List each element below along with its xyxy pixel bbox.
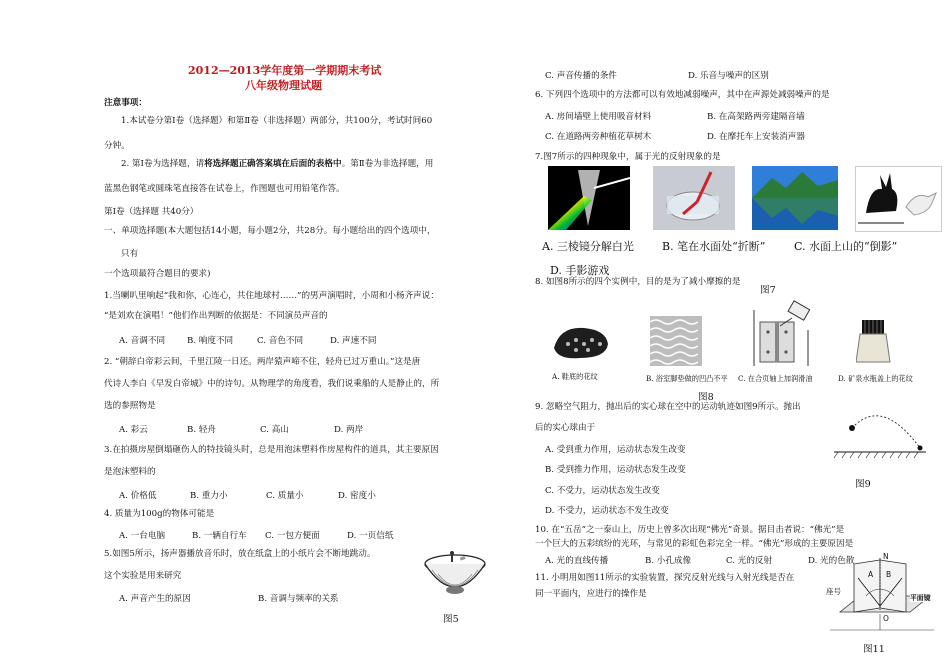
- fig11-label-mirror: 平面镜: [910, 594, 931, 602]
- question-4: 4. 质量为100g的物体可能是: [104, 509, 215, 519]
- question-10-cont: 一个巨大的五彩缤纷的光环，与常见的彩虹色彩完全一样。“佛光”形成的主要原因是: [535, 539, 854, 549]
- q5-option-b: B. 音调与频率的关系: [258, 594, 339, 604]
- question-11: 11. 小明用如图11所示的实验装置，探究反射光线与入射光线是否在: [535, 573, 795, 583]
- question-9: 9. 忽略空气阻力，抛出后的实心球在空中的运动轨迹如图9所示。抛出: [535, 402, 801, 412]
- question-1-cont: “是刘欢在演唱！”他们作出判断的依据是：不同演员声音的: [104, 311, 328, 321]
- notice-2-pre: 2. 第Ⅰ卷为选择题，请: [121, 159, 205, 169]
- section-1-instructions: 一、单项选择题(本大题包括14小题，每小题2分，共28分。每小题给出的四个选项中，: [104, 226, 436, 236]
- question-3: 3.在拍摄房屋倒塌砸伤人的特技镜头时，总是用泡沫塑料作房屋构件的道具，其主要原因: [104, 445, 439, 455]
- figure-7-caption: 图7: [760, 285, 776, 296]
- notice-2: [121, 158, 433, 170]
- section-1-instructions-cont: 只有: [121, 249, 139, 259]
- notice-heading: 注意事项：: [104, 98, 147, 108]
- q4-option-c: C. 一包方便面: [265, 531, 320, 541]
- q6-option-a: A. 房间墙壁上使用吸音材料: [545, 112, 652, 122]
- q5-option-a: A. 声音产生的原因: [119, 594, 191, 604]
- question-6: 6. 下列四个选项中的方法都可以有效地减弱噪声，其中在声源处减弱噪声的是: [535, 90, 830, 100]
- figure-5-caption: 图5: [443, 614, 459, 625]
- figure-11-apparatus: [826, 552, 938, 638]
- notice-1: 1.本试卷分第Ⅰ卷（选择题）和第Ⅱ卷（非选择题）两部分，共100分，考试时间60: [121, 116, 433, 126]
- q5-option-d: D. 乐音与噪声的区别: [688, 71, 769, 81]
- question-7: 7.图7所示的四种现象中，属于光的反射现象的是: [535, 152, 721, 162]
- notice-2-bold: 将选择题正确答案填在后面的表格中: [204, 159, 342, 169]
- figure-8-caption: 图8: [698, 392, 714, 403]
- figure-5-speaker: [420, 550, 490, 608]
- q6-option-b: B. 在高架路两旁建隔音墙: [707, 112, 805, 122]
- notice-2-post: 。第Ⅱ卷为非选择题，用: [341, 159, 434, 169]
- fig11-label-o: O: [883, 614, 889, 623]
- q2-option-b: B. 轻舟: [187, 425, 216, 435]
- q1-option-c: C. 音色不同: [257, 336, 304, 346]
- question-10: 10. 在“五岳”之一泰山上，历史上曾多次出现“佛光”奇景。据目击者说：“佛光”是: [535, 525, 845, 535]
- fig11-label-a: A: [868, 570, 874, 579]
- figure-7d-hand-shadow: [855, 166, 942, 232]
- q10-option-b: B. 小孔成像: [645, 556, 692, 566]
- q2-option-a: A. 彩云: [119, 425, 148, 435]
- q1-option-d: D. 声速不同: [330, 336, 377, 346]
- question-5: 5.如图5所示，扬声器播放音乐时，放在纸盒上的小纸片会不断地跳动。: [104, 549, 376, 559]
- question-8: 8. 如图8所示的四个实例中，目的是为了减小摩擦的是: [535, 277, 741, 287]
- q7-option-d: D. 手影游戏: [550, 264, 610, 277]
- q1-option-a: A. 音调不同: [119, 336, 166, 346]
- q9-option-b: B. 受到推力作用，运动状态发生改变: [545, 465, 686, 475]
- figure-7a-prism: [548, 166, 630, 230]
- q7-option-b: B. 笔在水面处“折断”: [662, 240, 766, 253]
- exam-title: 2012—2013学年度第一学期期末考试: [188, 64, 382, 77]
- q6-option-c: C. 在道路两旁种植花草树木: [545, 132, 652, 142]
- part-1-heading: 第Ⅰ卷（选择题 共40分）: [104, 207, 199, 217]
- q8-option-c: C. 在合页轴上加润滑油: [738, 374, 813, 383]
- question-5-cont: 这个实验是用来研究: [104, 571, 182, 581]
- q1-option-b: B. 响度不同: [187, 336, 234, 346]
- q10-option-c: C. 光的反射: [726, 556, 773, 566]
- q7-option-c: C. 水面上山的“倒影”: [794, 240, 898, 253]
- q8-option-b: B. 浴室脚垫做的凹凸不平: [646, 374, 728, 383]
- q8-option-a: A. 鞋底的花纹: [552, 372, 598, 381]
- question-2-end: 选的参照物是: [104, 401, 156, 411]
- figure-9-trajectory: [830, 400, 926, 464]
- question-3-cont: 是泡沫塑料的: [104, 467, 156, 477]
- fig11-label-b: B: [886, 570, 892, 579]
- q10-option-d: D. 光的色散: [808, 556, 855, 566]
- q3-option-c: C. 质量小: [266, 491, 304, 501]
- q5-option-c: C. 声音传播的条件: [545, 71, 617, 81]
- q6-option-d: D. 在摩托车上安装消声器: [707, 132, 805, 142]
- figure-7b-pen-in-water: [653, 166, 735, 230]
- figure-9-caption: 图9: [855, 479, 871, 490]
- figure-7c-mountain-reflection: [752, 166, 838, 230]
- question-2: 2. “朝辞白帝彩云间，千里江陵一日还。两岸猿声啼不住，轻舟已过万重山。”这是唐: [104, 357, 421, 367]
- question-11-cont: 同一平面内，应进行的操作是: [535, 589, 647, 599]
- fig11-label-n: N: [883, 552, 889, 561]
- section-1-instructions-end: 一个选项最符合题目的要求): [104, 269, 211, 279]
- figure-8b-bath-mat: [650, 316, 702, 366]
- right-column: [530, 0, 950, 672]
- q9-option-a: A. 受到重力作用，运动状态发生改变: [545, 445, 686, 455]
- fig11-label-seat: 座号: [826, 587, 841, 596]
- q2-option-c: C. 高山: [260, 425, 289, 435]
- q10-option-a: A. 光的直线传播: [545, 556, 609, 566]
- question-2-cont: 代诗人李白《早发白帝城》中的诗句。从物理学的角度看，我们说乘船的人是静止的，所: [104, 379, 440, 389]
- figure-8d-bottle-cap: [856, 318, 892, 364]
- question-1: 1.当喇叭里响起“我和你，心连心，共住地球村……”的男声演唱时，小周和小杨齐声说：: [104, 291, 439, 301]
- q4-option-b: B. 一辆自行车: [192, 531, 247, 541]
- q3-option-d: D. 密度小: [338, 491, 376, 501]
- figure-11-caption: 图11: [863, 644, 885, 655]
- notice-2-cont: 蓝黑色钢笔或圆珠笔直接答在试卷上，作图题也可用铅笔作答。: [104, 184, 345, 194]
- figure-8c-hinge-oil: [748, 300, 818, 368]
- q9-option-d: D. 不受力，运动状态不发生改变: [545, 506, 669, 516]
- q8-option-d: D. 矿泉水瓶盖上的花纹: [838, 374, 913, 383]
- figure-8a-shoe-sole: [550, 318, 612, 364]
- q4-option-a: A. 一台电脑: [119, 531, 166, 541]
- question-9-cont: 后的实心球由于: [535, 423, 596, 433]
- q2-option-d: D. 两岸: [334, 425, 364, 435]
- notice-1-cont: 分钟。: [104, 141, 130, 151]
- q9-option-c: C. 不受力，运动状态发生改变: [545, 486, 660, 496]
- q3-option-a: A. 价格低: [119, 491, 157, 501]
- q4-option-d: D. 一页信纸: [347, 531, 394, 541]
- exam-subtitle: 八年级物理试题: [245, 79, 322, 92]
- q7-option-a: A. 三棱镜分解白光: [542, 240, 634, 253]
- q3-option-b: B. 重力小: [190, 491, 228, 501]
